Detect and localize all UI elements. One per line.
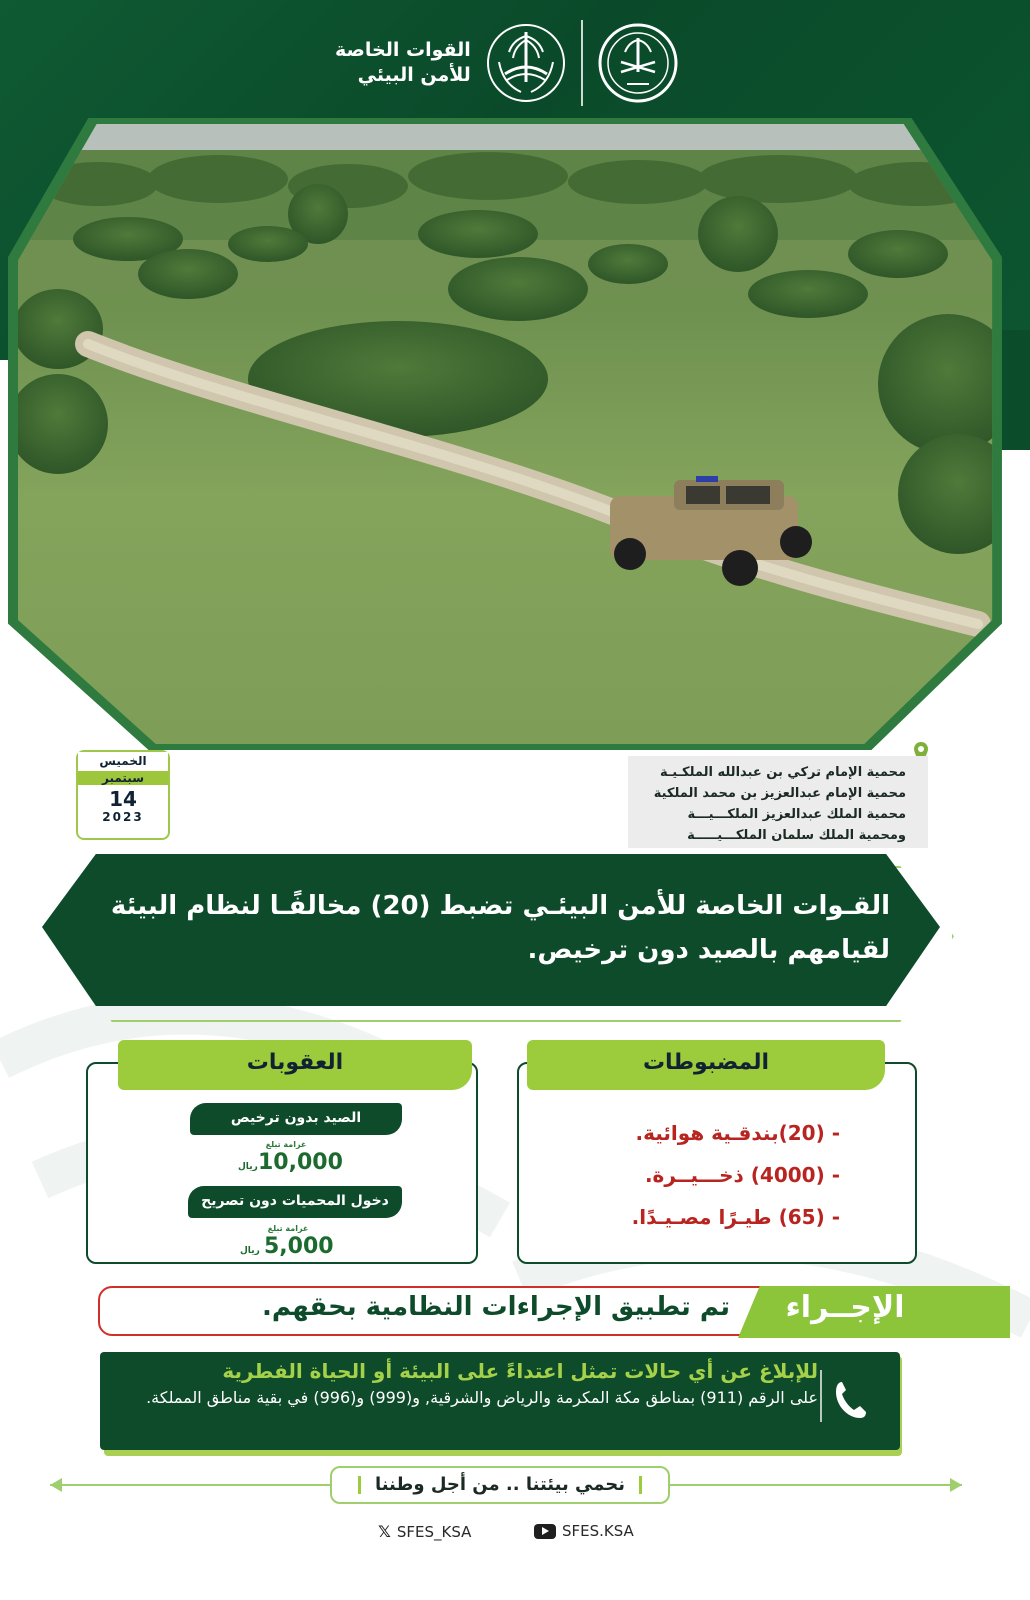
landscape-illustration <box>18 124 1002 744</box>
list-item: ومحمية الملك سلمان الملكـــيـــــة <box>687 828 906 843</box>
ministry-emblem-icon <box>597 22 679 104</box>
headline-text <box>110 884 890 972</box>
fine-amount: 5,000 <box>264 1234 334 1259</box>
action-text: تم تطبيق الإجراءات النظامية بحقهم. <box>261 1292 730 1322</box>
headline-line1: القـوات الخاصة للأمن البيئـي تضبط (20) مخالفًـا لنظام البيئة <box>110 891 890 921</box>
logo-divider <box>581 20 583 106</box>
fine-unit: ريال <box>238 1162 258 1172</box>
penalties-title: العقوبات <box>118 1040 472 1090</box>
x-logo-icon: 𝕏 <box>378 1522 391 1541</box>
fine-label: غرامة تبلغ <box>267 1224 309 1233</box>
youtube-handle: SFES.KSA <box>562 1522 634 1540</box>
youtube-social-link[interactable] <box>534 1522 634 1540</box>
arrow-left-icon <box>50 1478 62 1492</box>
x-handle: SFES_KSA <box>396 1522 472 1541</box>
youtube-icon <box>534 1524 556 1539</box>
date-day-number: 14 <box>109 787 137 811</box>
header-logos <box>335 18 679 108</box>
slogan-box <box>330 1466 670 1504</box>
phone-separator <box>820 1370 822 1422</box>
headline-line2: لقيامهم بالصيد دون ترخيص. <box>527 935 890 965</box>
list-item: محمية الإمام تركي بن عبدالله الملكـيـة <box>659 765 906 780</box>
org-name-line1: القوات الخاصة <box>335 39 471 61</box>
action-label: الإجــراء <box>785 1290 905 1325</box>
fine-unit: ريال <box>240 1246 260 1256</box>
seized-title: المضبوطات <box>527 1040 885 1090</box>
fine-amount: 10,000 <box>258 1150 343 1175</box>
desert-reserve-photo <box>18 124 1002 744</box>
date-year: 2023 <box>102 810 144 824</box>
seized-item: - (4000) ذخـــيــرة. <box>644 1163 840 1187</box>
date-badge <box>76 750 170 840</box>
penalty-label: دخول المحميات دون تصريح <box>188 1186 402 1218</box>
slogan-bar <box>358 1476 361 1494</box>
slogan-bar <box>639 1476 642 1494</box>
fine-label: غرامة تبلغ <box>265 1140 307 1149</box>
penalty-label: الصيد بدون ترخيص <box>190 1103 402 1135</box>
list-item: محمية الملك عبدالعزيز الملكـــيـــة <box>687 807 906 822</box>
seized-item: - (65) طيـرًا مصـيـدًا. <box>631 1205 840 1229</box>
report-body: على الرقم (911) بمناطق مكة المكرمة والرياض والشرقية, و(999) و(996) في بقية مناطق المملكة. <box>146 1388 818 1407</box>
slogan-text: نحمي بيئتنا .. من أجل وطننا <box>374 1474 626 1495</box>
phone-icon <box>832 1378 868 1422</box>
date-day: الخميس <box>78 752 168 768</box>
reserves-list <box>628 756 928 848</box>
sfes-emblem-icon <box>485 22 567 104</box>
org-name-line2: للأمن البيئي <box>357 64 471 86</box>
list-item: محمية الإمام عبدالعزيز بن محمد الملكية <box>653 786 906 801</box>
report-title: للإبلاغ عن أي حالات تمثل اعتداءً على البيئة أو الحياة الفطرية <box>222 1359 818 1383</box>
arrow-right-icon <box>950 1478 962 1492</box>
date-month: سبتمبر <box>78 771 168 785</box>
seized-item: - (20)بندقـية هوائية. <box>635 1121 840 1145</box>
org-name <box>335 38 471 88</box>
x-social-link[interactable] <box>378 1522 471 1541</box>
